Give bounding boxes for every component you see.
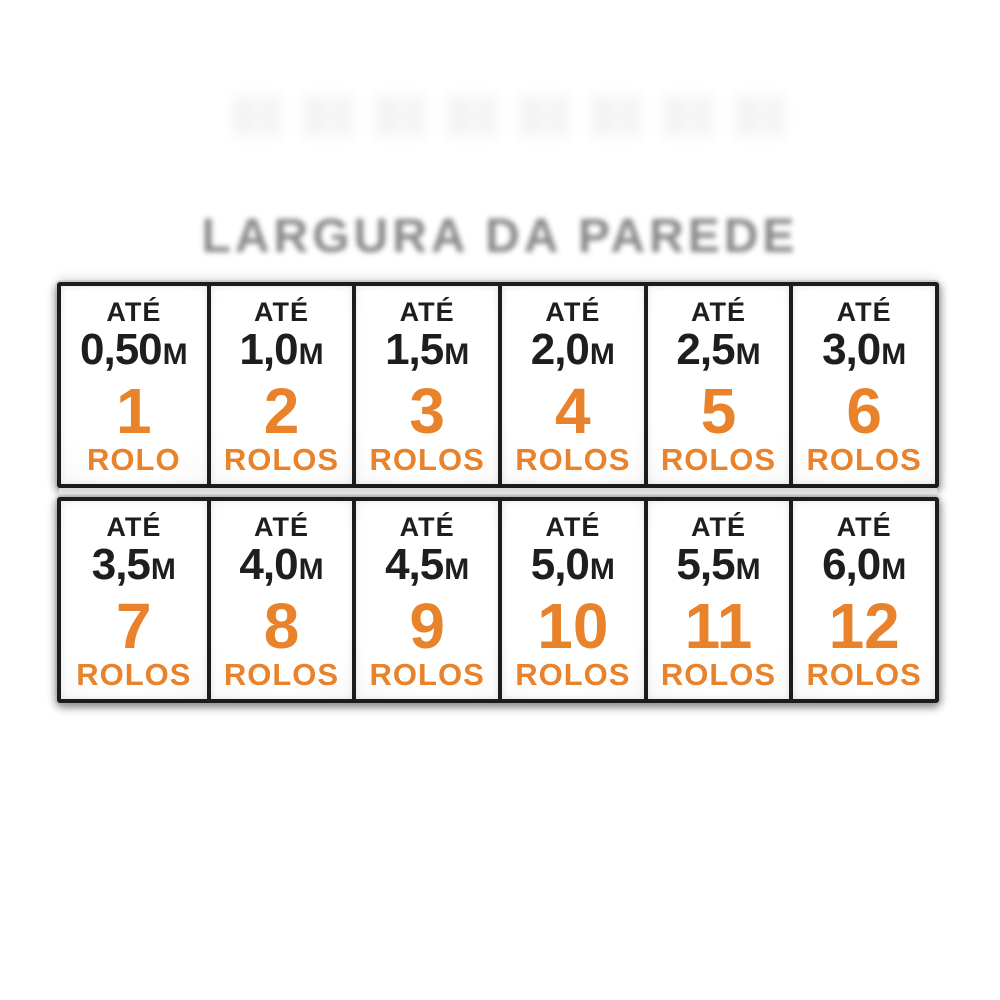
cell-roll-label: ROLOS <box>660 656 777 692</box>
table-row <box>57 497 939 703</box>
cell-roll-label: ROLOS <box>515 656 631 692</box>
cell-roll-count: 10 <box>537 589 609 662</box>
cell-width <box>91 539 176 592</box>
cell-width-value: 4,0 <box>239 539 298 589</box>
table-cell <box>61 501 207 699</box>
cell-width-unit: M <box>589 552 615 586</box>
cell-roll-count: 2 <box>263 374 300 447</box>
table-cell <box>352 501 498 699</box>
cell-roll-label: ROLOS <box>806 441 922 477</box>
cell-roll-count: 1 <box>116 374 152 447</box>
cell-width-value: 5,0 <box>530 539 589 589</box>
cell-width-value: 2,5 <box>676 324 735 374</box>
cell-width <box>80 324 188 377</box>
cell-width-unit: M <box>298 337 324 371</box>
table-cell <box>789 286 935 484</box>
table-cell <box>498 286 644 484</box>
cell-roll-count: 8 <box>263 589 300 662</box>
cell-width <box>822 539 907 592</box>
cell-width <box>239 539 324 592</box>
cell-width-value: 4,5 <box>385 539 444 589</box>
cell-roll-label: ROLOS <box>806 656 922 692</box>
table-cell <box>644 501 790 699</box>
page-title: LARGURA DA PAREDE <box>201 210 799 263</box>
cell-width-value: 6,0 <box>822 539 881 589</box>
cell-ate-label: ATÉ <box>690 511 746 542</box>
cell-width-unit: M <box>735 337 761 371</box>
cell-width <box>530 539 615 592</box>
cell-ate-label: ATÉ <box>399 511 455 542</box>
cell-ate-label: ATÉ <box>545 296 601 327</box>
cell-ate-label: ATÉ <box>253 296 309 327</box>
table-cell <box>207 286 353 484</box>
cell-roll-count: 9 <box>409 589 445 662</box>
cell-roll-label: ROLOS <box>223 441 340 477</box>
cell-width-value: 3,5 <box>91 539 150 589</box>
cell-roll-count: 6 <box>846 374 882 447</box>
cell-width-value: 1,0 <box>239 324 298 374</box>
cell-width <box>385 324 470 377</box>
cell-roll-label: ROLO <box>87 441 181 477</box>
cell-width-value: 2,0 <box>530 324 589 374</box>
table-cell <box>498 501 644 699</box>
cell-width-value: 5,5 <box>676 539 735 589</box>
cell-ate-label: ATÉ <box>399 296 455 327</box>
roll-size-table <box>57 282 939 703</box>
cell-roll-label: ROLOS <box>515 441 631 477</box>
cell-ate-label: ATÉ <box>545 511 601 542</box>
cell-width <box>676 324 761 377</box>
cell-roll-count: 7 <box>116 589 152 662</box>
cell-roll-count: 3 <box>409 374 445 447</box>
cell-roll-label: ROLOS <box>369 656 485 692</box>
table-cell <box>207 501 353 699</box>
cell-width-unit: M <box>589 337 615 371</box>
cell-width <box>676 539 761 592</box>
cell-width-unit: M <box>444 552 470 586</box>
cell-width <box>239 324 324 377</box>
cell-roll-label: ROLOS <box>223 656 340 692</box>
cell-width <box>385 539 470 592</box>
cell-width <box>822 324 907 377</box>
cell-roll-label: ROLOS <box>369 441 485 477</box>
cell-ate-label: ATÉ <box>690 296 746 327</box>
cell-width-unit: M <box>735 552 761 586</box>
row-divider <box>59 488 937 497</box>
cell-ate-label: ATÉ <box>836 296 892 327</box>
cell-roll-label: ROLOS <box>660 441 777 477</box>
table-row <box>57 282 939 488</box>
cell-width-value: 3,0 <box>822 324 881 374</box>
cell-width-value: 1,5 <box>385 324 444 374</box>
cell-width <box>530 324 615 377</box>
cell-width-unit: M <box>162 337 188 371</box>
cell-width-unit: M <box>881 552 907 586</box>
cell-roll-count: 4 <box>555 374 591 447</box>
cell-roll-count: 5 <box>700 374 737 447</box>
cell-ate-label: ATÉ <box>106 511 162 542</box>
table-cell <box>61 286 207 484</box>
cell-roll-count: 11 <box>684 589 753 662</box>
cell-width-unit: M <box>298 552 324 586</box>
cell-width-value: 0,50 <box>80 324 162 374</box>
cell-ate-label: ATÉ <box>106 296 162 327</box>
cell-width-unit: M <box>444 337 470 371</box>
cell-width-unit: M <box>150 552 176 586</box>
table-cell <box>644 286 790 484</box>
cell-roll-label: ROLOS <box>76 656 192 692</box>
table-cell <box>789 501 935 699</box>
cell-ate-label: ATÉ <box>836 511 892 542</box>
cell-ate-label: ATÉ <box>253 511 309 542</box>
blurred-watermark <box>235 96 800 136</box>
table-cell <box>352 286 498 484</box>
cell-roll-count: 12 <box>828 589 900 662</box>
cell-width-unit: M <box>881 337 907 371</box>
